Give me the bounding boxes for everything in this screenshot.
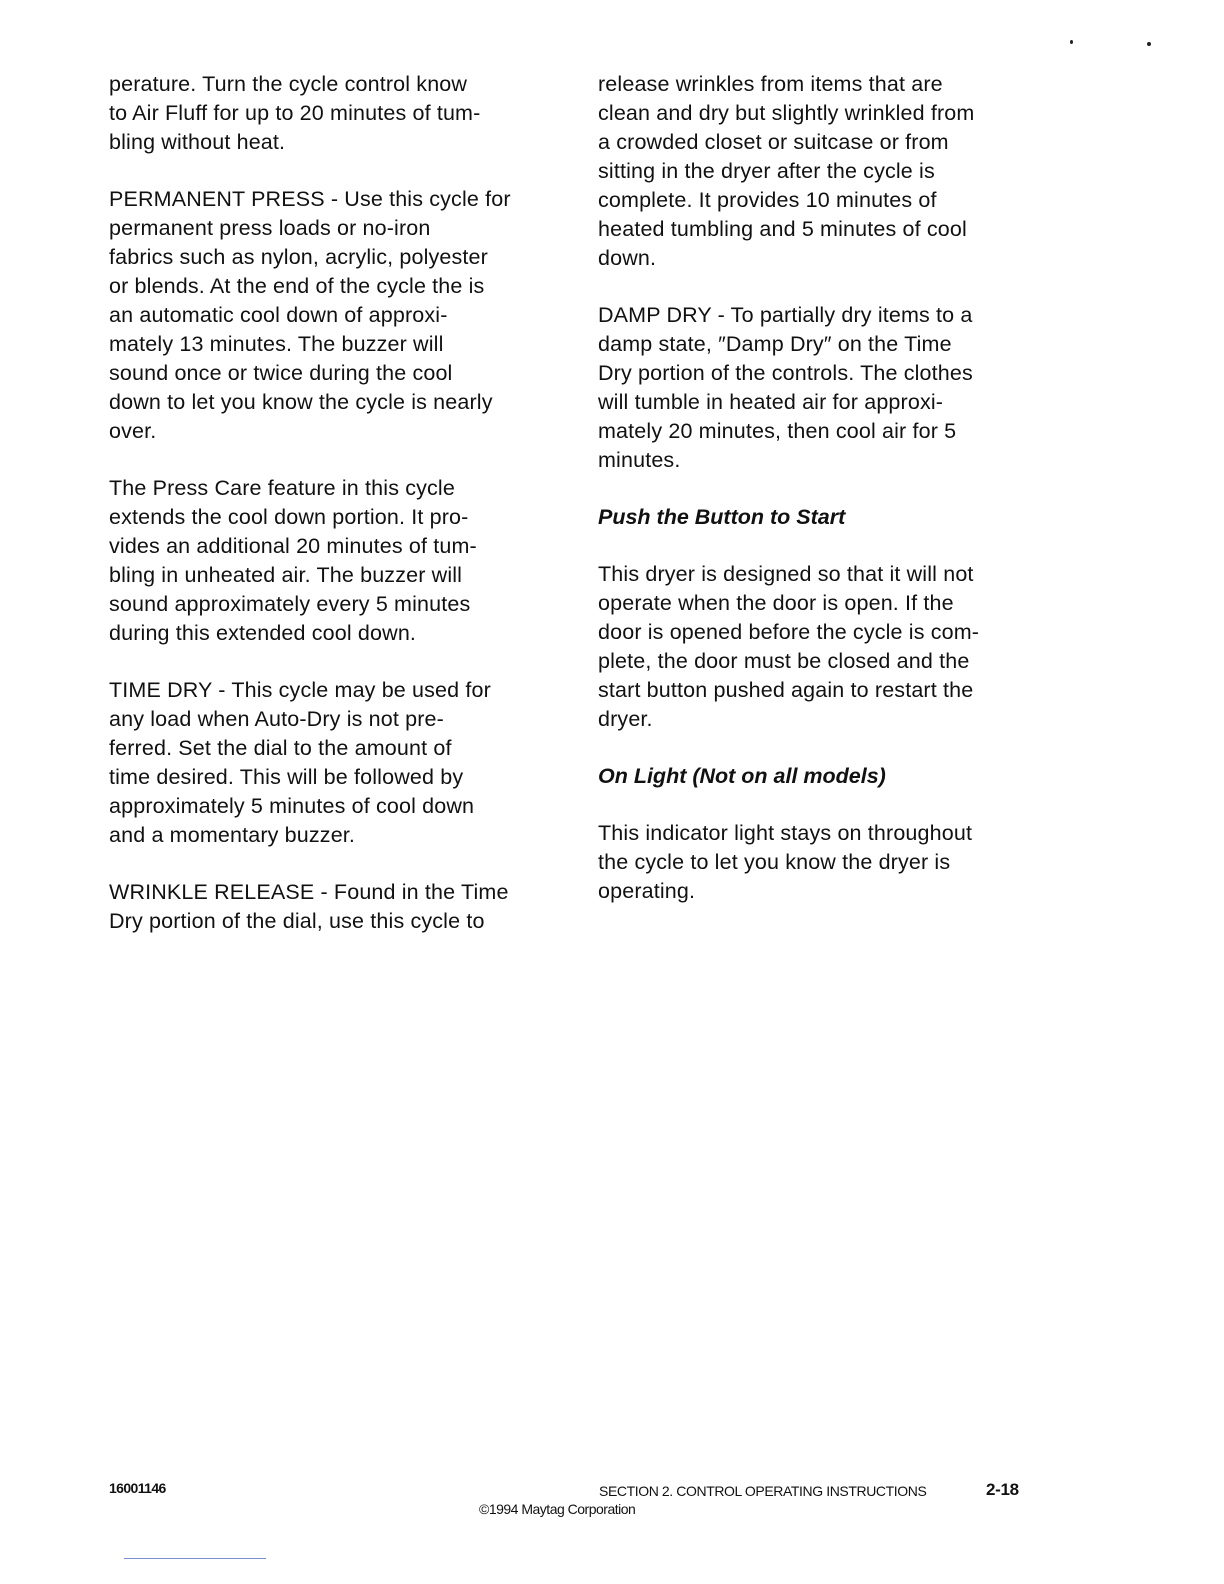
permanent-press-paragraph [109,185,559,446]
text-line: permanent press loads or no-iron [109,216,431,240]
text-line: down to let you know the cycle is nearly [109,390,493,414]
text-line: mately 20 minutes, then cool air for 5 [598,419,957,443]
text-line: TIME DRY - This cycle may be used for [109,678,491,702]
time-dry-paragraph [109,676,559,850]
text-line: a crowded closet or suitcase or from [598,130,949,154]
text-line: approximately 5 minutes of cool down [109,794,475,818]
push-button-heading: Push the Button to Start [598,505,846,529]
text-line: sitting in the dryer after the cycle is [598,159,935,183]
document-number: 16001146 [109,1480,166,1496]
text-line: the cycle to let you know the dryer is [598,850,951,874]
text-line: damp state, ″Damp Dry″ on the Time [598,332,952,356]
text-line: sound approximately every 5 minutes [109,592,471,616]
text-line: perature. Turn the cycle control know [109,72,468,96]
text-line: Dry portion of the dial, use this cycle to [109,909,485,933]
text-line: clean and dry but slightly wrinkled from [598,101,975,125]
wrinkle-release-paragraph [109,878,559,936]
text-line: an automatic cool down of approxi- [109,303,448,327]
text-line: will tumble in heated air for approxi- [598,390,944,414]
text-line: PERMANENT PRESS - Use this cycle for [109,187,511,211]
wrinkle-release-continued-paragraph [598,70,1038,273]
text-line: fabrics such as nylon, acrylic, polyester [109,245,488,269]
scan-speck [1070,40,1073,44]
text-line: operate when the door is open. If the [598,591,954,615]
damp-dry-paragraph [598,301,1038,475]
text-line: down. [598,246,657,270]
text-line: release wrinkles from items that are [598,72,943,96]
text-line: DAMP DRY - To partially dry items to a [598,303,973,327]
text-line: extends the cool down portion. It pro- [109,505,469,529]
text-line: ferred. Set the dial to the amount of [109,736,452,760]
text-line: any load when Auto-Dry is not pre- [109,707,444,731]
right-column [598,70,1038,934]
text-line: This dryer is designed so that it will not [598,562,974,586]
text-line: bling in unheated air. The buzzer will [109,563,463,587]
text-line: heated tumbling and 5 minutes of cool [598,217,967,241]
page-number: 2-18 [986,1480,1019,1499]
text-line: dryer. [598,707,653,731]
scan-speck [1147,42,1151,46]
left-column [109,70,559,964]
text-line: start button pushed again to restart the [598,678,974,702]
text-line: vides an additional 20 minutes of tum- [109,534,477,558]
text-line: mately 13 minutes. The buzzer will [109,332,444,356]
text-line: over. [109,419,157,443]
text-line: sound once or twice during the cool [109,361,453,385]
scan-underline [124,1558,266,1559]
section-title: SECTION 2. CONTROL OPERATING INSTRUCTIONS [599,1483,927,1499]
text-line: and a momentary buzzer. [109,823,356,847]
press-care-paragraph [109,474,559,648]
text-line: door is opened before the cycle is com- [598,620,980,644]
copyright-notice: ©1994 Maytag Corporation [479,1501,636,1517]
indicator-light-paragraph [598,819,1038,906]
text-line: or blends. At the end of the cycle the is [109,274,485,298]
text-line: time desired. This will be followed by [109,765,464,789]
text-line: bling without heat. [109,130,286,154]
text-line: This indicator light stays on throughout [598,821,973,845]
on-light-heading: On Light (Not on all models) [598,764,886,788]
text-line: minutes. [598,448,681,472]
text-line: complete. It provides 10 minutes of [598,188,937,212]
text-line: during this extended cool down. [109,621,417,645]
door-safety-paragraph [598,560,1038,734]
text-line: operating. [598,879,696,903]
text-line: plete, the door must be closed and the [598,649,970,673]
air-fluff-paragraph [109,70,559,157]
text-line: WRINKLE RELEASE - Found in the Time [109,880,509,904]
text-line: The Press Care feature in this cycle [109,476,455,500]
text-line: Dry portion of the controls. The clothes [598,361,973,385]
text-line: to Air Fluff for up to 20 minutes of tum- [109,101,481,125]
